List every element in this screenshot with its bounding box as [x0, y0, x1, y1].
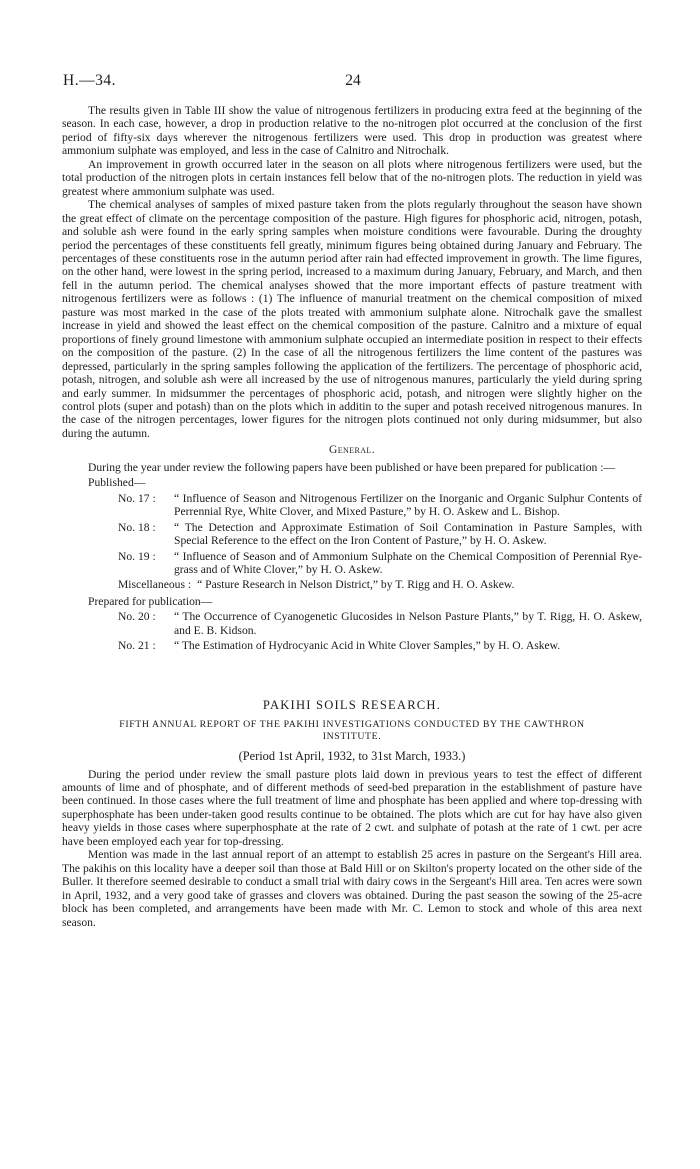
- paragraph-table-iii-results: The results given in Table III show the value of nitrogenous fertilizers in producing extra feed at the beginning of the season. In each case, however, a drop in production relative to the no-nitrogen plot occurred at the conclusion of the first period of fifty-six days wherever the nitrogenous fertilizers were used. This drop in production was greatest where ammonium sulphate was employed, and less in the case of Calnitro and Nitrochalk.: [62, 104, 642, 158]
- document-reference: H.—34.: [63, 72, 116, 89]
- pakihi-report-title: FIFTH ANNUAL REPORT OF THE PAKIHI INVESTIGATIONS CONDUCTED BY THE CAWTHRON INSTITUTE.: [119, 719, 585, 743]
- publication-title: “ The Estimation of Hydrocyanic Acid in White Clover Samples,” by H. O. Askew.: [174, 639, 561, 653]
- page-header: [63, 72, 643, 94]
- paragraph-pasture-plots: During the period under review the small pasture plots laid down in previous years to test the effect of different amounts of lime and of phosphate, and of different methods of seed-bed preparation in the establishment of pasture have been continued. In those cases where the full treatment of lime and phosphate has been applied and where top-dressing with superphosphate has been under-taken good results continue to be obtained. The plots which are cut for hay have also given heavy yields in those cases where superphosphate at the rate of 2 cwt. and sulphate of potash at the rate of 1 cwt. per acre have been employed each year for top-dressing.: [62, 767, 642, 848]
- publication-title: “ The Detection and Approximate Estimation of Soil Contamination in Pasture Samples, with Special Reference to the effect on the Iron Content of Pasture,” by H. O. Askew.: [174, 520, 642, 548]
- general-heading: General.: [328, 443, 376, 457]
- paragraph-sergeants-hill: Mention was made in the last annual report of an attempt to establish 25 acres in pasture on the Sergeant's Hill area. The pakihis on this locality have a deeper soil than those at Bald Hill or on Skilton's property located on the other side of the Buller. It therefore seemed desirable to conduct a small trial with dairy cows in the Sergeant's Hill area. Ten acres were sown in April, 1932, and a very good take of grasses and clovers was obtained. During the past season the sowing of the 25-acre block has been completed, and arrangements have been made with Mr. C. Lemon to stock and whole of this area next season.: [62, 848, 642, 929]
- paragraph-growth-improvement: An improvement in growth occurred later in the season on all plots where nitrogenous fertilizers were used, but the total production of the nitrogen plots in certain instances fell below that of the no-nitrogen plots. The reduction in yield was greatest where ammonium sulphate was used.: [62, 157, 642, 198]
- publication-number: No. 19 :: [118, 549, 156, 563]
- publication-title: “ Influence of Season and of Ammonium Sulphate on the Chemical Composition of Perennial Rye-grass and of White Clover,” by H. O. Askew.: [174, 549, 642, 576]
- general-intro: During the year under review the following papers have been published or have been prepared for publication :—: [88, 460, 616, 474]
- publication-title: “ Pasture Research in Nelson District,” by T. Rigg and H. O. Askew.: [197, 578, 515, 592]
- pakihi-section-title: PAKIHI SOILS RESEARCH.: [262, 697, 442, 712]
- publication-number: No. 17 :: [118, 491, 156, 505]
- publication-title: “ The Occurrence of Cyanogenetic Glucosides in Nelson Pasture Plants,” by T. Rigg, H. O. Askew, and E. B. Kidson.: [174, 610, 642, 637]
- prepared-label: Prepared for publication—: [88, 594, 213, 608]
- pakihi-period: (Period 1st April, 1932, to 31st March, 1933.): [238, 749, 466, 764]
- publication-number: No. 20 :: [118, 610, 156, 624]
- publication-number: No. 21 :: [118, 639, 156, 653]
- publication-number: Miscellaneous :: [118, 578, 192, 592]
- page-body: [62, 104, 642, 929]
- publication-title: “ Influence of Season and Nitrogenous Fertilizer on the Inorganic and Organic Sulphur Contents of Perrennial Rye, White Clover, and Mixed Pasture,” by H. O. Askew and L. Bishop.: [174, 491, 642, 519]
- published-label: Published—: [88, 476, 146, 490]
- publication-number: No. 18 :: [118, 520, 156, 534]
- publication-entry-18: [62, 521, 642, 548]
- publication-entry-21: [62, 639, 642, 652]
- publication-entry-19: [62, 550, 642, 577]
- publication-entry-20: [62, 610, 642, 637]
- paragraph-chemical-analyses: The chemical analyses of samples of mixed pasture taken from the plots regularly throughout the season have shown the great effect of climate on the percentage composition of the pasture. High figures for phosphoric acid, nitrogen, potash, and soluble ash were found in the early spring samples when moisture conditions were favourable. During the droughty period the percentages of these constituents fell greatly, minimum figures being obtained during January and February. The percentages of these constituents rose in the autumn period after rain had effected improvement in growth. The lime figures, on the other hand, were lowest in the spring period, increased to a maximum during January, February, and March, and then fell in the autumn period. The chemical analyses showed that the more important effects of pasture treatment with nitrogenous fertilizers were as follows : (1) The influence of manurial treatment on the chemical composition of mixed pasture was most marked in the case of the plots treated with ammonium sulphate alone. Nitrochalk gave the smallest increase in yield and showed the least effect on the chemical composition of the pasture. Calnitro and a mixture of equal proportions of finely ground limestone with ammonium sulphate occupied an intermediate position in respect to their effects on the composition of the pasture. (2) In the case of all the nitrogenous fertilizers the lime content of the pastures was depressed, particularly in the spring samples following the application of the fertilizers. The percentage of phosphoric acid, potash, nitrogen, and soluble ash were all increased by the use of nitrogenous manures, particularly the yield during spring and early summer. In midsummer the percentages of phosphoric acid, potash, and nitrogen were slightly higher on the control plots (super and potash) than on the plots which in additin to the super and potash received nitrogenous manures. In the case of the nitrogen percentages, lower figures for the nitrogen plots continued not only during midsummer, but also during the autumn.: [62, 198, 642, 440]
- page-number: 24: [345, 72, 361, 89]
- publication-entry-17: [62, 492, 642, 519]
- publication-entry-miscellaneous: [62, 578, 642, 591]
